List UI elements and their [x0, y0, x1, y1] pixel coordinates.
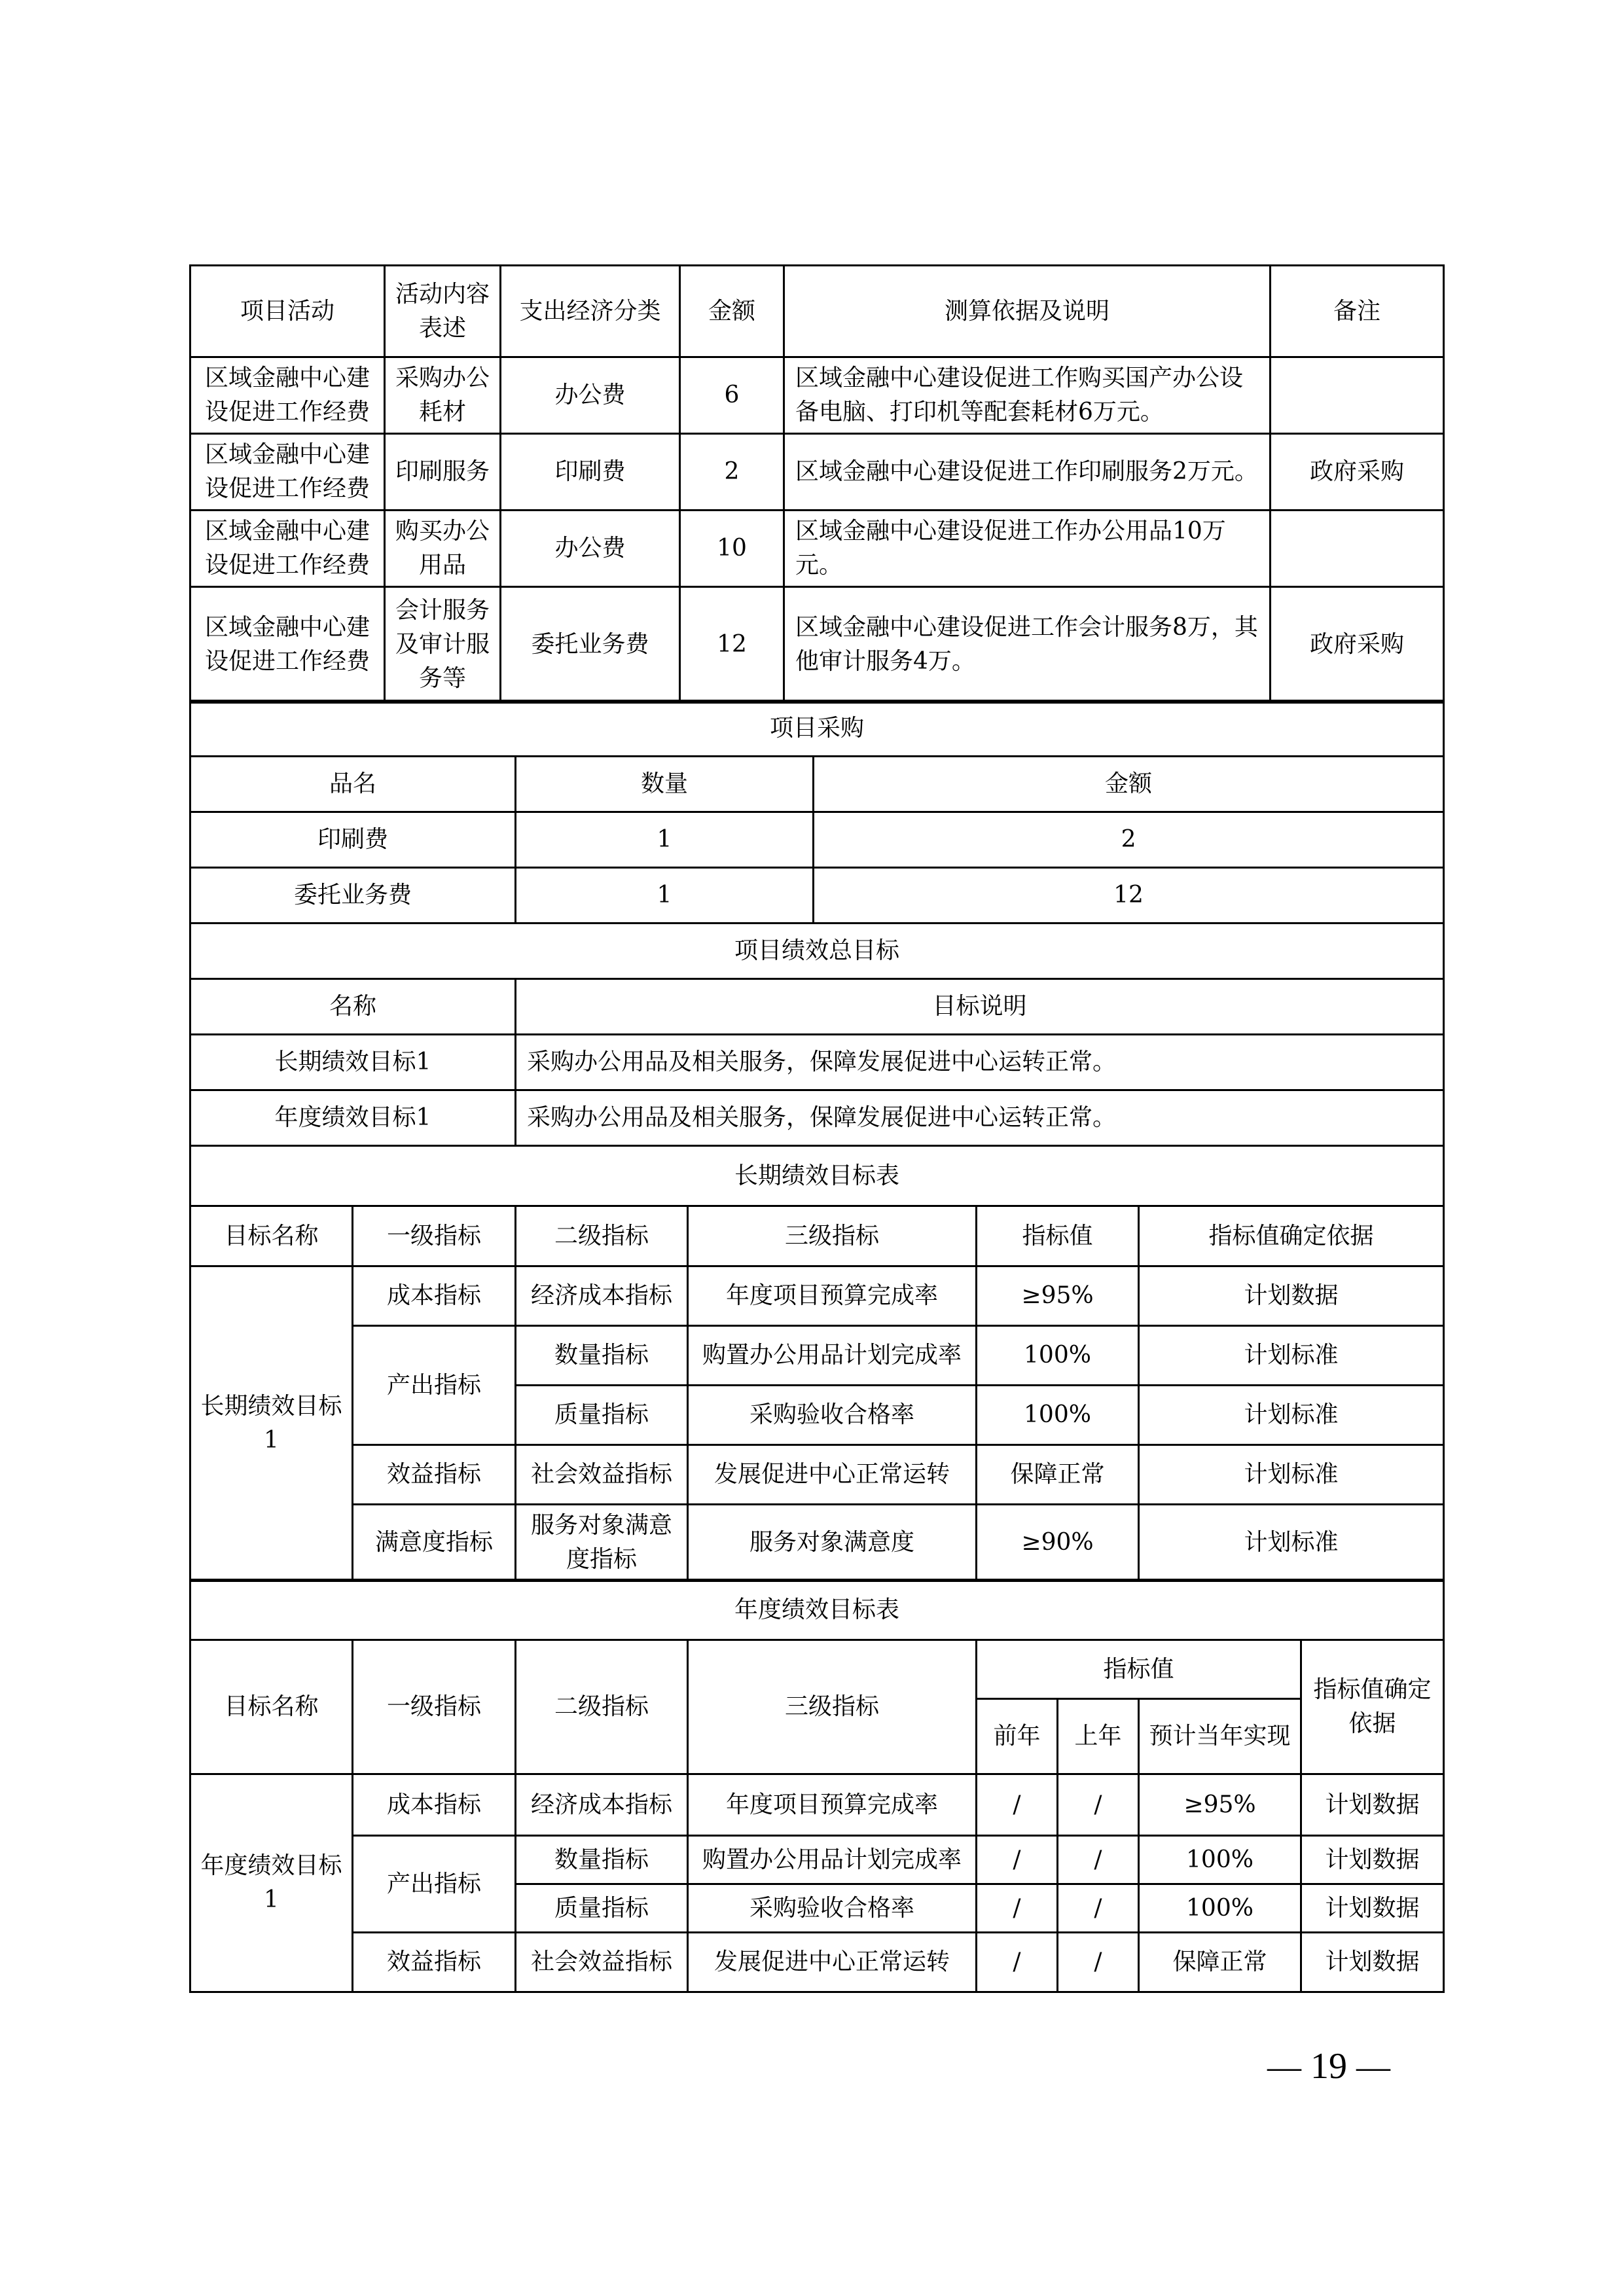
cell: / — [977, 1774, 1058, 1836]
cell: 经济成本指标 — [516, 1774, 688, 1836]
cell: 满意度指标 — [353, 1505, 516, 1581]
header-cell: 指标值确定依据 — [1139, 1206, 1444, 1266]
header-cell: 指标值 — [977, 1640, 1301, 1699]
cell: / — [1058, 1836, 1139, 1884]
subheader-cell: 上年 — [1058, 1699, 1139, 1774]
cell: 委托业务费 — [501, 587, 680, 703]
cell: 计划标准 — [1139, 1386, 1444, 1445]
cell: 区域金融中心建设促进工作印刷服务2万元。 — [784, 434, 1271, 511]
procurement-header-row — [190, 757, 1444, 812]
cell: 效益指标 — [353, 1933, 516, 1992]
cell: 效益指标 — [353, 1445, 516, 1505]
section-title: 项目绩效总目标 — [190, 924, 1444, 979]
header-cell: 数量 — [516, 757, 814, 812]
table-row — [190, 868, 1444, 924]
header-cell: 支出经济分类 — [501, 266, 680, 357]
cell: 办公费 — [501, 511, 680, 587]
header-cell: 一级指标 — [353, 1640, 516, 1774]
cell: 2 — [814, 812, 1444, 868]
cell: 发展促进中心正常运转 — [688, 1445, 977, 1505]
cell: 区域金融中心建设促进工作会计服务8万，其他审计服务4万。 — [784, 587, 1271, 703]
header-cell: 测算依据及说明 — [784, 266, 1271, 357]
cell: 计划数据 — [1301, 1884, 1444, 1933]
cell: 计划标准 — [1139, 1445, 1444, 1505]
cell: 政府采购 — [1271, 587, 1444, 703]
cell: 办公费 — [501, 357, 680, 434]
long-term-header-row — [190, 1206, 1444, 1266]
table-row — [190, 1445, 1444, 1505]
cell: 2 — [680, 434, 784, 511]
header-cell: 三级指标 — [688, 1640, 977, 1774]
long-term-goals-table — [189, 1145, 1445, 1582]
header-cell: 备注 — [1271, 266, 1444, 357]
table-row — [190, 1774, 1444, 1836]
cell: 区域金融中心建设促进工作经费 — [190, 434, 385, 511]
cell: 区域金融中心建设促进工作经费 — [190, 587, 385, 703]
section-title: 长期绩效目标表 — [190, 1146, 1444, 1206]
overall-goals-table — [189, 922, 1445, 1147]
activities-header-row — [190, 266, 1444, 357]
cell: 印刷费 — [190, 812, 516, 868]
cell: 10 — [680, 511, 784, 587]
table-row — [190, 812, 1444, 868]
cell: 服务对象满意度 — [688, 1505, 977, 1581]
cell: 购买办公用品 — [385, 511, 501, 587]
cell: 12 — [814, 868, 1444, 924]
cell: 发展促进中心正常运转 — [688, 1933, 977, 1992]
cell: 经济成本指标 — [516, 1266, 688, 1326]
cell: 年度项目预算完成率 — [688, 1266, 977, 1326]
cell: 100% — [977, 1386, 1139, 1445]
cell: / — [1058, 1884, 1139, 1933]
cell: 服务对象满意度指标 — [516, 1505, 688, 1581]
page-number — [1231, 2045, 1427, 2087]
procurement-table — [189, 700, 1445, 924]
cell: 购置办公用品计划完成率 — [688, 1836, 977, 1884]
cell: 社会效益指标 — [516, 1445, 688, 1505]
cell: 采购验收合格率 — [688, 1884, 977, 1933]
cell: 计划标准 — [1139, 1326, 1444, 1386]
header-cell: 目标名称 — [190, 1640, 353, 1774]
table-row — [190, 1326, 1444, 1386]
annual-goals-table — [189, 1579, 1445, 1993]
header-cell: 三级指标 — [688, 1206, 977, 1266]
table-row — [190, 1505, 1444, 1581]
cell: 数量指标 — [516, 1836, 688, 1884]
cell: ≥95% — [1139, 1774, 1301, 1836]
section-title: 年度绩效目标表 — [190, 1580, 1444, 1640]
cell: 区域金融中心建设促进工作经费 — [190, 357, 385, 434]
table-row — [190, 1035, 1444, 1090]
cell: 计划数据 — [1301, 1836, 1444, 1884]
header-cell: 目标名称 — [190, 1206, 353, 1266]
cell: 成本指标 — [353, 1266, 516, 1326]
cell: / — [1058, 1933, 1139, 1992]
cell: 区域金融中心建设促进工作经费 — [190, 511, 385, 587]
cell: 采购验收合格率 — [688, 1386, 977, 1445]
cell — [1271, 511, 1444, 587]
cell: 1 — [516, 868, 814, 924]
header-cell: 活动内容表述 — [385, 266, 501, 357]
cell: / — [977, 1933, 1058, 1992]
cell: 数量指标 — [516, 1326, 688, 1386]
cell: 质量指标 — [516, 1386, 688, 1445]
page-number-dash-right: — — [1356, 2049, 1390, 2086]
cell: 保障正常 — [1139, 1933, 1301, 1992]
cell: 计划数据 — [1301, 1774, 1444, 1836]
cell: 保障正常 — [977, 1445, 1139, 1505]
subheader-cell: 前年 — [977, 1699, 1058, 1774]
cell: 委托业务费 — [190, 868, 516, 924]
goal-name-cell: 年度绩效目标1 — [190, 1774, 353, 1992]
cell: 政府采购 — [1271, 434, 1444, 511]
table-row — [190, 1266, 1444, 1326]
cell: 采购办公用品及相关服务，保障发展促进中心运转正常。 — [516, 1035, 1444, 1090]
cell: 印刷费 — [501, 434, 680, 511]
cell: 印刷服务 — [385, 434, 501, 511]
page-number-dash-left: — — [1267, 2049, 1301, 2086]
goals-header-row — [190, 979, 1444, 1035]
cell: ≥90% — [977, 1505, 1139, 1581]
header-cell: 目标说明 — [516, 979, 1444, 1035]
header-cell: 金额 — [814, 757, 1444, 812]
table-row — [190, 1090, 1444, 1146]
cell: 质量指标 — [516, 1884, 688, 1933]
cell: ≥95% — [977, 1266, 1139, 1326]
header-cell: 一级指标 — [353, 1206, 516, 1266]
cell: / — [977, 1884, 1058, 1933]
cell: 100% — [1139, 1884, 1301, 1933]
cell: / — [1058, 1774, 1139, 1836]
cell: 计划数据 — [1139, 1266, 1444, 1326]
cell: 100% — [1139, 1836, 1301, 1884]
cell: 产出指标 — [353, 1836, 516, 1933]
cell: 产出指标 — [353, 1326, 516, 1445]
cell: 长期绩效目标1 — [190, 1035, 516, 1090]
table-row — [190, 1933, 1444, 1992]
header-cell: 品名 — [190, 757, 516, 812]
header-cell: 项目活动 — [190, 266, 385, 357]
cell: 购置办公用品计划完成率 — [688, 1326, 977, 1386]
section-title: 项目采购 — [190, 701, 1444, 757]
table-row — [190, 434, 1444, 511]
cell — [1271, 357, 1444, 434]
cell: 区域金融中心建设促进工作购买国产办公设备电脑、打印机等配套耗材6万元。 — [784, 357, 1271, 434]
cell: / — [977, 1836, 1058, 1884]
cell: 区域金融中心建设促进工作办公用品10万元。 — [784, 511, 1271, 587]
cell: 100% — [977, 1326, 1139, 1386]
table-row — [190, 511, 1444, 587]
table-row — [190, 1836, 1444, 1884]
annual-header-row — [190, 1640, 1444, 1699]
table-row — [190, 357, 1444, 434]
cell: 社会效益指标 — [516, 1933, 688, 1992]
cell: 采购办公耗材 — [385, 357, 501, 434]
cell: 1 — [516, 812, 814, 868]
header-cell: 二级指标 — [516, 1640, 688, 1774]
header-cell: 名称 — [190, 979, 516, 1035]
activities-table — [189, 264, 1445, 704]
cell: 成本指标 — [353, 1774, 516, 1836]
header-cell: 二级指标 — [516, 1206, 688, 1266]
subheader-cell: 预计当年实现 — [1139, 1699, 1301, 1774]
goal-name-cell: 长期绩效目标1 — [190, 1266, 353, 1581]
cell: 年度绩效目标1 — [190, 1090, 516, 1146]
header-cell: 金额 — [680, 266, 784, 357]
cell: 12 — [680, 587, 784, 703]
header-cell: 指标值 — [977, 1206, 1139, 1266]
cell: 6 — [680, 357, 784, 434]
cell: 计划标准 — [1139, 1505, 1444, 1581]
cell: 会计服务及审计服务等 — [385, 587, 501, 703]
cell: 计划数据 — [1301, 1933, 1444, 1992]
header-cell: 指标值确定依据 — [1301, 1640, 1444, 1774]
table-row — [190, 587, 1444, 703]
cell: 采购办公用品及相关服务，保障发展促进中心运转正常。 — [516, 1090, 1444, 1146]
page-number-value: 19 — [1310, 2046, 1347, 2087]
cell: 年度项目预算完成率 — [688, 1774, 977, 1836]
